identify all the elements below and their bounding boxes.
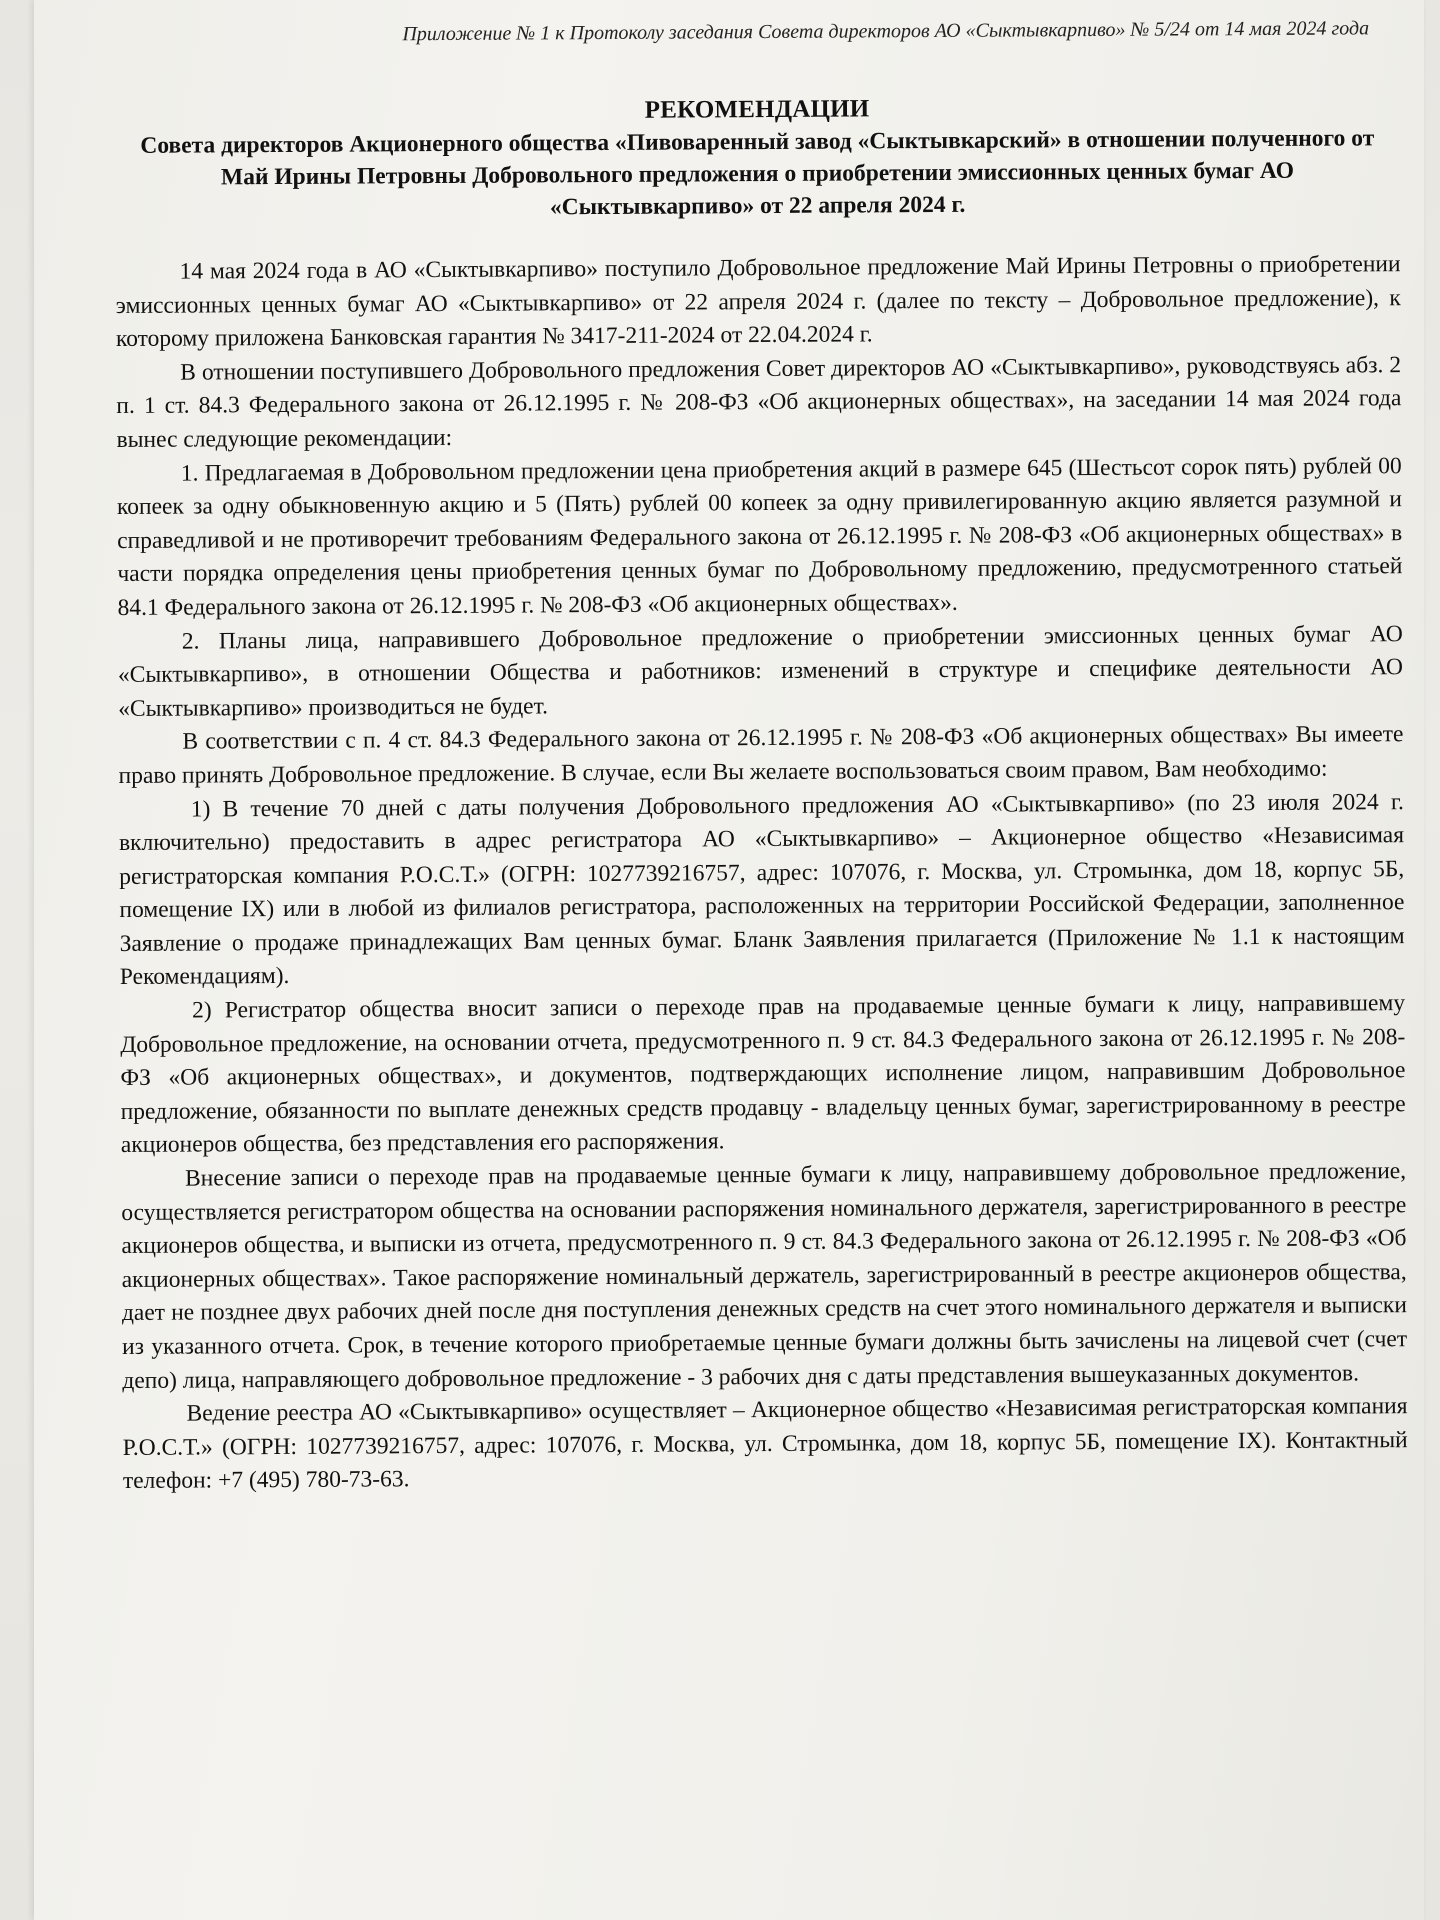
document-title: РЕКОМЕНДАЦИИ (644, 95, 870, 124)
paragraph-right-to-accept: В соответствии с п. 4 ст. 84.3 Федерального закона от 26.12.1995 г. № 208-ФЗ «Об акционерных обществах» Вы имеете право принять Добровольное предложение. В случае, если Вы желаете воспользоваться своим правом, Вам необходимо: (118, 721, 1404, 789)
paragraph-registrar-contact: Ведение реестра АО «Сыктывкарпиво» осуществляет – Акционерное общество «Независимая регистраторская компания Р.О.С.Т.» (ОГРН: 1027739216757, адрес: 107076, г. Москва, ул. Стромынка, дом 18, корпус 5Б, помещение IX). Контактный телефон: +7 (495) 780-73-63. (122, 1393, 1408, 1495)
paragraph-step-1: 1) В течение 70 дней с даты получения Добровольного предложения АО «Сыктывкарпиво» (по 23 июля 2024 г. включительно) предоставить в адрес регистратора АО «Сыктывкарпиво» – Акционерное общество «Независимая регистраторская компания Р.О.С.Т.» (ОГРН: 1027739216757, адрес: 107076, г. Москва, ул. Стромынка, дом 18, корпус 5Б, помещение IX) или в любой из филиалов регистратора, расположенных на территории Российской Федерации, заполненное Заявление о продаже принадлежащих Вам ценных бумаг. Бланк Заявления прилагается (Приложение № 1.1 к настоящим Рекомендациям). (118, 788, 1405, 991)
paragraph-recommendation-1: 1. Предлагаемая в Добровольном предложении цена приобретения акций в размере 645 (Шестьсот сорок пять) рублей 00 копеек за одну обыкновенную акцию и 5 (Пять) рублей 00 копеек за одну привилегированную акцию является разумной и справедливой и не противоречит требованиям Федерального закона от 26.12.1995 г. № 208-ФЗ «Об акционерных обществах» в части порядка определения цены приобретения ценных бумаг по Добровольному предложению, предусмотренного статьей 84.1 Федерального закона от 26.12.1995 г. № 208-ФЗ «Об акционерных обществах». (116, 452, 1403, 621)
document-body (115, 248, 1408, 1499)
paragraph-board-decision: В отношении поступившего Добровольного предложения Совет директоров АО «Сыктывкарпиво», руководствуясь абз. 2 п. 1 ст. 84.3 Федерального закона от 26.12.1995 г. № 208-ФЗ «Об акционерных обществах», на заседании 14 мая 2024 года вынес следующие рекомендации: (116, 351, 1402, 453)
paragraph-step-2: 2) Регистратор общества вносит записи о переходе прав на продаваемые ценные бумаги к лицу, направившему Добровольное предложение, на основании отчета, предусмотренного п. 9 ст. 84.3 Федерального закона от 26.12.1995 г. № 208-ФЗ «Об акционерных обществах», и документов, подтверждающих исполнение лицом, направившим Добровольное предложение, обязанности по выплате денежных средств продавцу - владельцу ценных бумаг, зарегистрированному в реестре акционеров общества, без представления его распоряжения. (120, 990, 1406, 1159)
paragraph-intro: 14 мая 2024 года в АО «Сыктывкарпиво» поступило Добровольное предложение Май Ирины Петровны о приобретении эмиссионных ценных бумаг АО «Сыктывкарпиво» от 22 апреля 2024 г. (далее по тексту – Добровольное предложение), к которому приложена Банковская гарантия № 3417-211-2024 от 22.04.2024 г. (115, 251, 1401, 353)
document-sheet (34, 0, 1424, 1920)
paragraph-recommendation-2: 2. Планы лица, направившего Добровольное предложение о приобретении эмиссионных ценных бумаг АО «Сыктывкарпиво», в отношении Общества и работников: изменений в структуре и специфике деятельности АО «Сыктывкарпиво» производиться не будет. (117, 620, 1404, 722)
paragraph-nominee-holder: Внесение записи о переходе прав на продаваемые ценные бумаги к лицу, направившему добровольное предложение, осуществляется регистратором общества на основании распоряжения номинального держателя, зарегистрированного в реестре акционеров общества, и выписки из отчета, предусмотренного п. 9 ст. 84.3 Федерального закона от 26.12.1995 г. № 208-ФЗ «Об акционерных обществах». Такое распоряжение номинальный держатель, зарегистрированный в реестре акционеров общества, дает не позднее двух рабочих дней после дня поступления денежных средств на счет этого номинального держателя и выписки из указанного отчета. Срок, в течение которого приобретаемые ценные бумаги должны быть зачислены на лицевой счет (счет депо) лица, направляющего добровольное предложение - 3 рабочих дня с даты представления вышеуказанных документов. (121, 1158, 1408, 1394)
appendix-header: Приложение № 1 к Протоколу заседания Совета директоров АО «Сыктывкарпиво» № 5/24 от 14 мая 2024 года (402, 17, 1370, 46)
document-subtitle: Совета директоров Акционерного общества «Пивоваренный завод «Сыктывкарский» в отношении полученного от Май Ирины Петровны Добровольного предложения о приобретении эмиссионных ценных бумаг АО «Сыктывкарпиво» от 22 апреля 2024 г. (140, 125, 1375, 221)
document-content (114, 10, 1408, 1499)
